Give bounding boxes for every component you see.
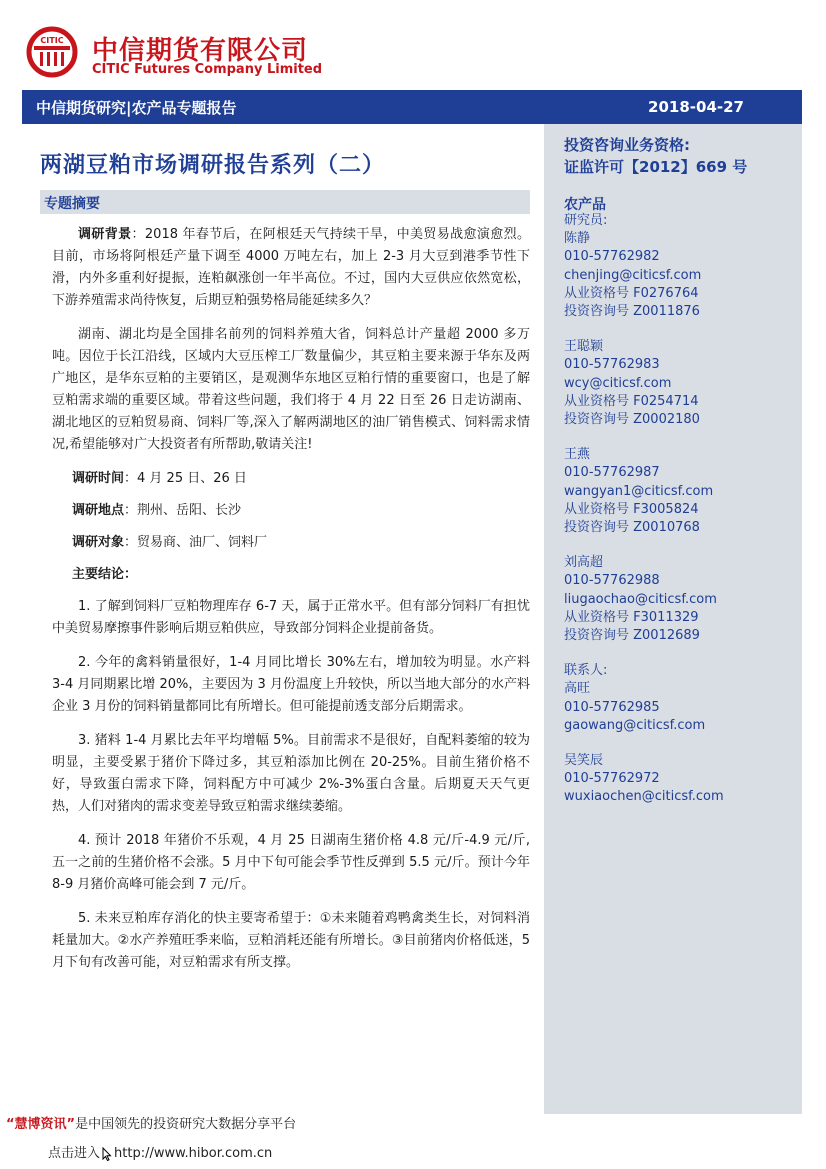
report-category: 中信期货研究|农产品专题报告 bbox=[36, 99, 237, 117]
footer-tagline bbox=[6, 1113, 296, 1132]
background-text: ：2018 年春节后，在阿根廷天气持续干旱，中美贸易战愈演愈烈。目前，市场将阿根廷产量下调至 4000 万吨左右，加上 2-3 月大豆到港季节性下滑，内外多重利好提振，连粕飙涨创一年半高位。不过，国内大豆供应依然宽松，下游养殖需求尚待恢复，后期豆粕强势格局能延续多久？ bbox=[52, 227, 530, 308]
researcher-consult: 投资咨询号 Z0010768 bbox=[564, 520, 700, 536]
researcher-email[interactable]: wangyan1@citicsf.com bbox=[564, 483, 714, 499]
researcher-name: 王聪颖 bbox=[564, 339, 604, 355]
license-line: 证监许可【2012】669 号 bbox=[564, 158, 748, 176]
survey-time bbox=[52, 468, 530, 490]
researcher-email[interactable]: liugaochao@citicsf.com bbox=[564, 591, 717, 607]
researcher-email[interactable]: wcy@citicsf.com bbox=[564, 375, 672, 391]
footer-link-prefix: 点击进入 bbox=[48, 1146, 101, 1161]
report-body bbox=[52, 224, 530, 986]
researcher-consult: 投资咨询号 Z0011876 bbox=[564, 304, 700, 320]
report-date: 2018-04-27 bbox=[648, 98, 744, 116]
qualification bbox=[564, 134, 747, 178]
survey-target bbox=[52, 532, 530, 554]
contact-name: 高旺 bbox=[564, 681, 591, 697]
researcher-consult: 投资咨询号 Z0002180 bbox=[564, 412, 700, 428]
survey-place-label: 调研地点 bbox=[72, 503, 125, 518]
footer-link-url[interactable]: http://www.hibor.com.cn bbox=[114, 1146, 273, 1161]
conclusion-item: 2. 今年的禽料销量很好，1-4 月同比增长 30%左右，增加较为明显。水产料 3-4 月同期累比增 20%，主要因为 3 月份温度上升较快，所以当地大部分的水产料企业 3 月份的饲料销量都同比有所增长。但可能提前透支部分后期需求。 bbox=[52, 655, 530, 714]
survey-target-value: ：贸易商、油厂、饲料厂 bbox=[124, 535, 268, 550]
researcher-cert: 从业资格号 F3005824 bbox=[564, 501, 699, 517]
survey-time-label: 调研时间 bbox=[72, 471, 125, 486]
survey-place bbox=[52, 500, 530, 522]
footer-brand: “慧博资讯” bbox=[6, 1117, 76, 1132]
researcher-name: 王燕 bbox=[564, 447, 591, 463]
conclusion-item: 3. 猪料 1-4 月累比去年平均增幅 5%。目前需求不是很好，自配料萎缩的较为明显，主要受累于猪价下降过多，其豆粕添加比例在 20-25%。目前生猪价格不好，导致蛋白需求下降，饲料配方中可减少 2%-3%蛋白含量。后期夏天天气更热，人们对猪肉的需求变差导致豆粕需求继续萎缩。 bbox=[52, 733, 530, 814]
intro-paragraph: 湖南、湖北均是全国排名前列的饲料养殖大省，饲料总计产量超 2000 多万吨。因位于长江沿线，区域内大豆压榨工厂数量偏少，其豆粕主要来源于华东及两广地区，是华东豆粕的主要销区，是观测华东地区豆粕行情的重要窗口，也是了解豆粕需求端的重要区域。带着这些问题，我们将于 4 月 22 日至 26 日走访湖南、湖北地区的豆粕贸易商、饲料厂等,深入了解两湖地区的油厂销售模式、饲料需求情况,希望能够对广大投资者有所帮助,敬请关注! bbox=[52, 327, 530, 452]
contact-name: 吴笑辰 bbox=[564, 753, 604, 769]
researcher-phone: 010-57762982 bbox=[564, 249, 660, 265]
conclusion-heading bbox=[52, 564, 530, 586]
researcher-name: 刘高超 bbox=[564, 555, 604, 571]
company-header bbox=[22, 20, 802, 90]
contact-email[interactable]: wuxiaochen@citicsf.com bbox=[564, 789, 724, 805]
researcher-cert: 从业资格号 F0276764 bbox=[564, 285, 699, 301]
conclusion-item: 4. 预计 2018 年猪价不乐观，4 月 25 日湖南生猪价格 4.8 元/斤-4.9 元/斤,五一之前的生猪价格不会涨。5 月中下旬可能会季节性反弹到 5.5 元/斤。预计今年 8-9 月猪价高峰可能会到 7 元/斤。 bbox=[52, 833, 530, 892]
company-name-en: CITIC Futures Company Limited bbox=[92, 62, 323, 77]
background-paragraph bbox=[52, 224, 530, 312]
researcher-email[interactable]: chenjing@citicsf.com bbox=[564, 267, 702, 283]
contact-phone: 010-57762985 bbox=[564, 699, 660, 715]
researcher-cert: 从业资格号 F0254714 bbox=[564, 393, 699, 409]
contact-label: 联系人: bbox=[564, 663, 608, 679]
survey-target-label: 调研对象 bbox=[72, 535, 125, 550]
contact-phone: 010-57762972 bbox=[564, 771, 660, 787]
citic-logo-icon bbox=[26, 26, 78, 78]
footer-tagline-text: 是中国领先的投资研究大数据分享平台 bbox=[75, 1117, 297, 1132]
qualification-line: 投资咨询业务资格: bbox=[564, 136, 690, 154]
contact-email[interactable]: gaowang@citicsf.com bbox=[564, 717, 706, 733]
researcher-phone: 010-57762987 bbox=[564, 465, 660, 481]
conclusion-label: 主要结论： bbox=[72, 567, 138, 582]
report-title: 两湖豆粕市场调研报告系列（二） bbox=[40, 153, 386, 178]
researcher-cert: 从业资格号 F3011329 bbox=[564, 609, 699, 625]
pointer-cursor-icon bbox=[102, 1147, 112, 1161]
footer-link[interactable] bbox=[48, 1142, 272, 1161]
conclusion-item: 1. 了解到饲料厂豆粕物理库存 6-7 天，属于正常水平。但有部分饲料厂有担忧中美贸易摩擦事件影响后期豆粕供应，导致部分饲料企业提前备货。 bbox=[52, 599, 530, 636]
section-header bbox=[40, 190, 530, 214]
researcher-name: 陈静 bbox=[564, 231, 591, 247]
researcher-consult: 投资咨询号 Z0012689 bbox=[564, 628, 700, 644]
logo-mark-text: CITIC bbox=[40, 36, 64, 45]
survey-place-value: ：荆州、岳阳、长沙 bbox=[124, 503, 242, 518]
survey-time-value: ：4 月 25 日、26 日 bbox=[124, 471, 247, 486]
analyst-sidebar bbox=[544, 124, 802, 1114]
analyst-list bbox=[564, 212, 724, 807]
researcher-phone: 010-57762983 bbox=[564, 357, 660, 373]
researcher-phone: 010-57762988 bbox=[564, 573, 660, 589]
report-banner bbox=[22, 90, 802, 124]
conclusion-item: 5. 未来豆粕库存消化的快主要寄希望于：①未来随着鸡鸭禽类生长，对饲料消耗量加大。②水产养殖旺季来临，豆粕消耗还能有所增长。③目前猪肉价格低迷，5 月下旬有改善可能，对豆粕需求有所支撑。 bbox=[52, 911, 530, 970]
company-name-cn: 中信期货有限公司 bbox=[92, 36, 309, 66]
section-title: 专题摘要 bbox=[44, 196, 100, 212]
background-label: 调研背景 bbox=[78, 227, 132, 242]
role-label: 研究员: bbox=[564, 213, 608, 228]
department-title: 农产品 bbox=[564, 197, 606, 213]
